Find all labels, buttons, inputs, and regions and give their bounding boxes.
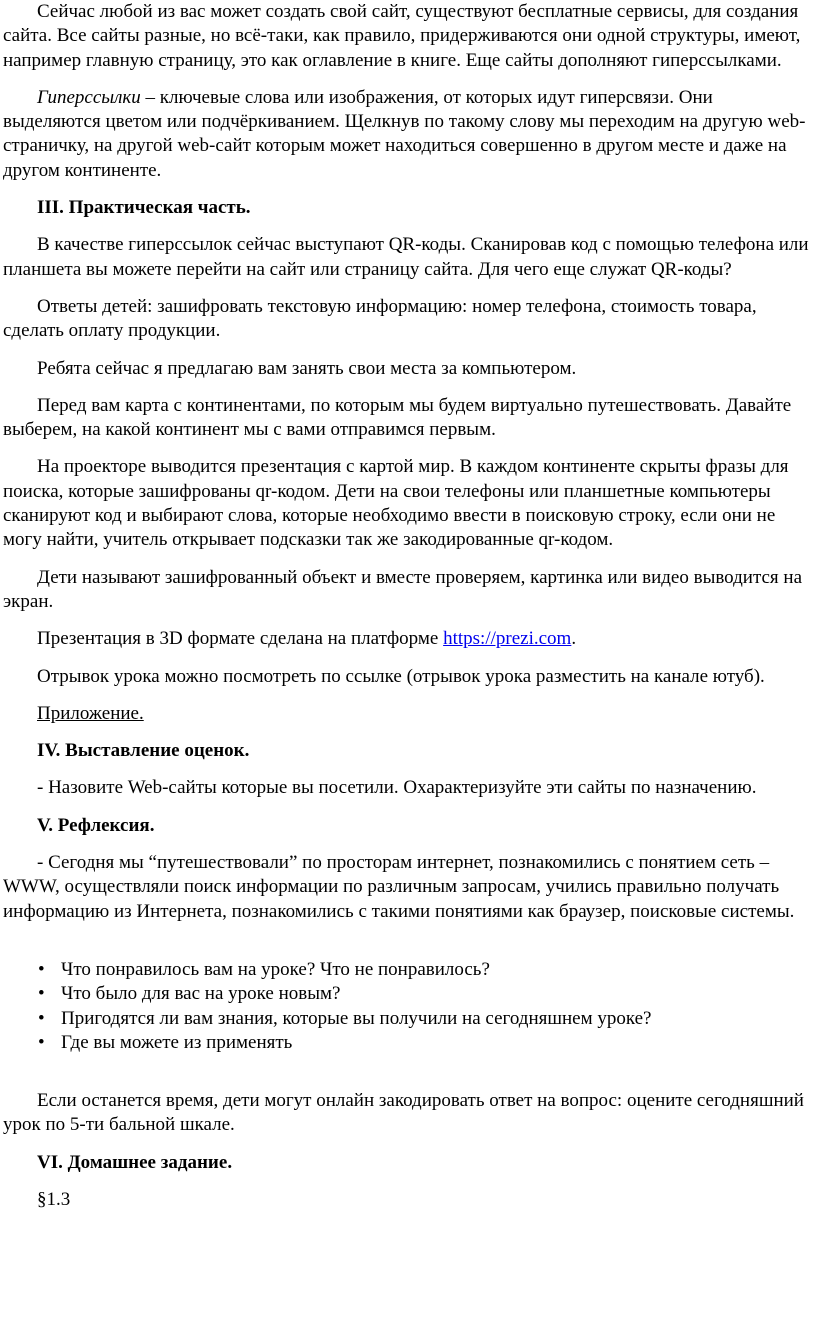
list-item: • Где вы можете из применять [0,1031,816,1055]
prezi-link[interactable]: https://prezi.com [443,628,572,650]
paragraph-websites: - Назовите Web-сайты которые вы посетили. Охарактеризуйте эти сайты по назначению. [37,777,757,799]
appendix-label: Приложение. [37,702,144,724]
heading-practical: III. Практическая часть. [37,197,251,219]
list-item: • Пригодятся ли вам знания, которые вы получили на сегодняшнем уроке? [0,1007,816,1031]
heading-reflection: V. Рефлексия. [37,814,155,836]
paragraph-check: Дети называют зашифрованный объект и вместе проверяем, картинка или видео выводится на экран. [3,566,803,612]
paragraph-hyperlinks-text: – ключевые слова или изображения, от которых идут гиперсвязи. Они выделяются цветом или подчёркиванием. Щелкнув по такому слову мы переходим на другую web-страничку, на другой web-сайт которым может находиться совершенно в другом месте и даже на другом континенте. [3,86,806,181]
term-hyperlinks: Гиперссылки [37,86,141,108]
paragraph-intro: Сейчас любой из вас может создать свой сайт, существуют бесплатные сервисы, для создания сайта. Все сайты разные, но всё-таки, как правило, придерживаются они одной структуры, имеют, например главную страницу, это как оглавление в книге. Еще сайты дополняют гиперссылками. [3,1,801,71]
paragraph-hyperlinks [0,86,813,183]
list-item: • Что понравилось вам на уроке? Что не понравилось? [0,958,816,982]
list-item: • Что было для вас на уроке новым? [0,982,816,1006]
heading-grading: IV. Выставление оценок. [37,740,250,762]
bullet-icon: • [38,983,45,1005]
paragraph-summary: - Сегодня мы “путешествовали” по просторам интернет, познакомились с понятием сеть – WWW, осуществляли поиск информации по различным запросам, учились правильно получать информацию из Интернета, познакомились с такими понятиями как браузер, поисковые системы. [3,852,795,922]
homework-section: §1.3 [37,1188,71,1210]
paragraph-video: Отрывок урока можно посмотреть по ссылке (отрывок урока разместить на канале ютуб). [37,665,765,687]
paragraph-qr-codes: В качестве гиперссылок сейчас выступают QR-коды. Сканировав код с помощью телефона или планшета вы можете перейти на сайт или страницу сайта. Для чего еще служат QR-коды? [3,234,809,280]
bullet-icon: • [38,958,45,980]
reflection-questions [0,958,816,1055]
paragraph-map: Перед вам карта с континентами, по которым мы будем виртуально путешествовать. Давайте выберем, на какой континент мы с вами отправимся первым. [3,394,792,441]
paragraph-children-answers: Ответы детей: зашифровать текстовую информацию: номер телефона, стоимость товара, сделать оплату продукции. [3,295,757,342]
bullet-icon: • [38,1007,45,1029]
paragraph-computers: Ребята сейчас я предлагаю вам занять свои места за компьютером. [37,357,577,379]
bullet-icon: • [38,1031,45,1053]
paragraph-extra-time: Если останется время, дети могут онлайн закодировать ответ на вопрос: оцените сегодняшний урок по 5-ти бальной шкале. [3,1090,804,1136]
heading-homework: VI. Домашнее задание. [37,1151,233,1173]
paragraph-presentation: Презентация в 3D формате сделана на платформе https://prezi.com. [37,628,577,650]
paragraph-projector: На проекторе выводится презентация с картой мир. В каждом континенте скрыты фразы для поиска, которые зашифрованы qr-кодом. Дети на свои телефоны или планшетные компьютеры сканируют код и выбирают слова, которые необходимо ввести в поисковую строку, если они не могу найти, учитель открывает подсказки так же закодированные qr-кодом. [3,456,789,551]
